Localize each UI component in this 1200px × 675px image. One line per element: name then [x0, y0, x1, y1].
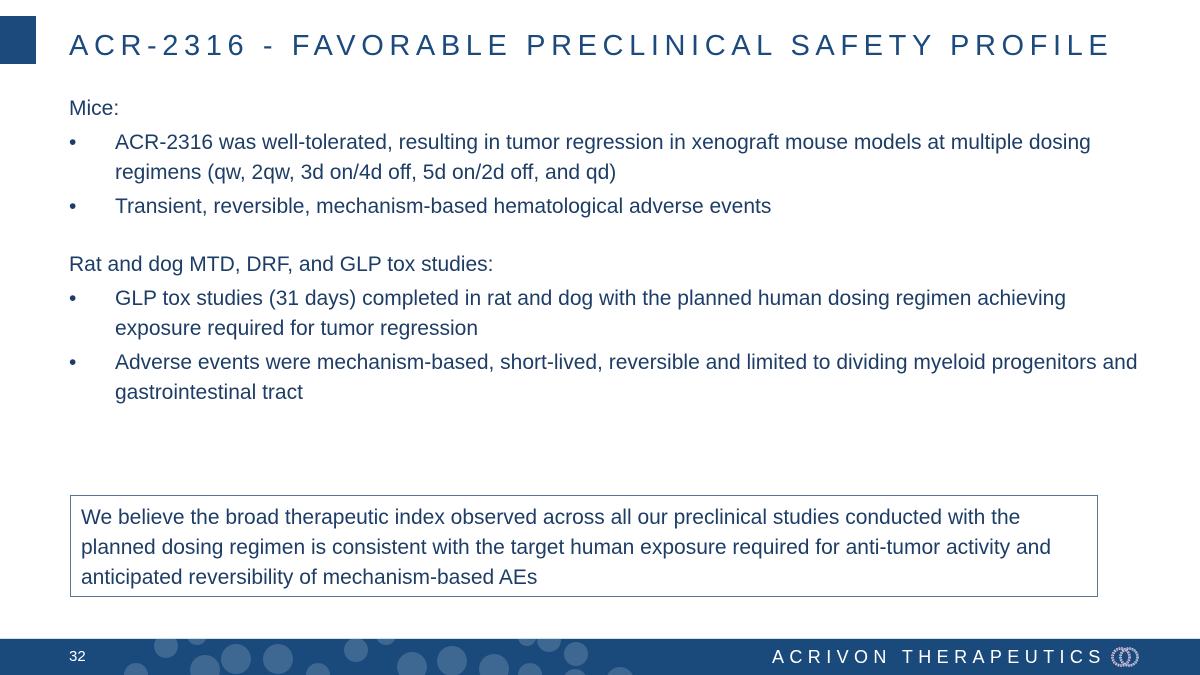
bullet-text: GLP tox studies (31 days) completed in rat and dog with the planned human dosing regimen achieving exposure required for tumor regression — [115, 287, 1067, 340]
title-accent-bar — [0, 16, 36, 64]
bullet-text: Adverse events were mechanism-based, short-lived, reversible and limited to dividing myeloid progenitors and gastrointestinal tract — [115, 351, 1138, 404]
bullet-text: ACR-2316 was well-tolerated, resulting in tumor regression in xenograft mouse models at multiple dosing regimens (qw, 2qw, 3d on/4d off, 5d on/2d off, and qd) — [115, 131, 1091, 184]
brand-name: ACRIVON THERAPEUTICS — [772, 647, 1106, 667]
bullet-item — [69, 348, 1149, 408]
bullet-icon: • — [69, 195, 77, 218]
section-spacer — [69, 222, 1149, 250]
slide-body — [69, 94, 1149, 408]
bullet-item — [69, 284, 1149, 344]
decorative-dots-pattern — [0, 639, 800, 675]
bullet-item — [69, 128, 1149, 188]
bullet-list — [69, 284, 1149, 408]
section-rat-dog — [69, 250, 1149, 408]
section-heading: Rat and dog MTD, DRF, and GLP tox studies: — [69, 253, 494, 276]
slide-title: ACR-2316 - FAVORABLE PRECLINICAL SAFETY PROFILE — [69, 30, 1114, 62]
footer-bar — [0, 638, 1200, 675]
bullet-icon: • — [69, 131, 77, 154]
bullet-text: Transient, reversible, mechanism-based hematological adverse events — [115, 195, 772, 218]
section-heading: Mice: — [69, 97, 120, 120]
page-number: 32 — [69, 648, 86, 665]
callout-text: We believe the broad therapeutic index observed across all our preclinical studies conducted with the planned dosing regimen is consistent with the target human exposure required for anti-tumor activity and anticipated reversibility of mechanism-based AEs — [81, 506, 1052, 589]
bullet-icon: • — [69, 287, 77, 310]
bullet-list — [69, 128, 1149, 222]
bullet-item — [69, 192, 1149, 222]
section-mice — [69, 94, 1149, 222]
bullet-icon: • — [69, 351, 77, 374]
interlocking-rings-logo-icon — [1109, 645, 1141, 669]
conclusion-callout-box — [70, 495, 1098, 597]
